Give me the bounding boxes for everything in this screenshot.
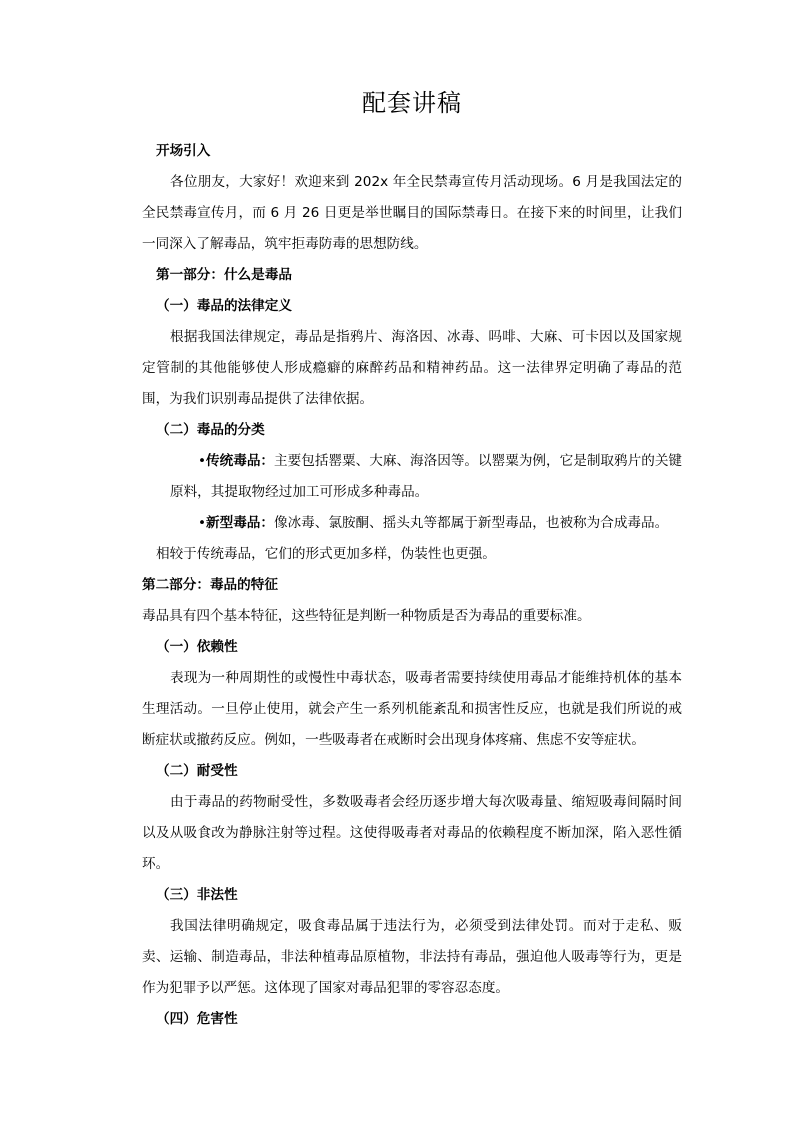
heading-section-1-1: （一）毒品的法律定义: [156, 298, 292, 314]
heading-section-2-4: （四）危害性: [156, 1011, 238, 1027]
list-item: [142, 508, 682, 539]
heading-section-2-3: （三）非法性: [156, 887, 238, 903]
bullet-dot-icon: •: [198, 453, 207, 469]
page-title: 配套讲稿: [362, 89, 462, 117]
document-body: [142, 86, 682, 1035]
heading-opening: 开场引入: [156, 143, 211, 159]
heading-section-2-2: （二）耐受性: [156, 763, 238, 779]
heading-section-2-1: （一）依赖性: [156, 639, 238, 655]
paragraph-section-1-1: 根据我国法律规定，毒品是指鸦片、海洛因、冰毒、吗啡、大麻、可卡因以及国家规定管制的其他能够使人形成瘾癖的麻醉药品和精神药品。这一法律界定明确了毒品的范围，为我们识别毒品提供了法律依据。: [142, 329, 682, 407]
list-item: [142, 446, 682, 508]
paragraph-part-two-intro: 毒品具有四个基本特征，这些特征是判断一种物质是否为毒品的重要标准。: [142, 608, 591, 624]
list-item-lead: 新型毒品：: [206, 515, 274, 531]
heading-part-one: 第一部分：什么是毒品: [156, 267, 292, 283]
list-item-lead: 传统毒品：: [206, 453, 275, 469]
bullet-dot-icon: •: [198, 515, 207, 531]
heading-section-1-2: （二）毒品的分类: [156, 422, 265, 438]
heading-part-two: 第二部分：毒品的特征: [142, 577, 278, 593]
paragraph-opening: 各位朋友，大家好！欢迎来到 202x 年全民禁毒宣传月活动现场。6 月是我国法定的全民禁毒宣传月，而 6 月 26 日更是举世瞩目的国际禁毒日。在接下来的时间里，让我们一同深入了解毒品，筑牢拒毒防毒的思想防线。: [142, 174, 682, 252]
paragraph-section-2-2: 由于毒品的药物耐受性，多数吸毒者会经历逐步增大每次吸毒量、缩短吸毒间隔时间以及从吸食改为静脉注射等过程。这使得吸毒者对毒品的依赖程度不断加深，陷入恶性循环。: [142, 794, 682, 872]
paragraph-section-2-3: 我国法律明确规定，吸食毒品属于违法行为，必须受到法律处罚。而对于走私、贩卖、运输、制造毒品，非法种植毒品原植物，非法持有毒品，强迫他人吸毒等行为，更是作为犯罪予以严惩。这体现了国家对毒品犯罪的零容忍态度。: [142, 918, 682, 996]
list-item-text: 主要包括罂粟、大麻、海洛因等。以罂粟为例，它是制取鸦片的关键原料，其提取物经过加工可形成多种毒品。: [170, 453, 683, 500]
paragraph-bullet-followup: 相较于传统毒品，它们的形式更加多样，伪装性也更强。: [156, 546, 496, 562]
list-item-text: 像冰毒、氯胺酮、摇头丸等都属于新型毒品，也被称为合成毒品。: [274, 515, 669, 531]
paragraph-section-2-1: 表现为一种周期性的或慢性中毒状态，吸毒者需要持续使用毒品才能维持机体的基本生理活动。一旦停止使用，就会产生一系列机能紊乱和损害性反应，也就是我们所说的戒断症状或撤药反应。例如，一些吸毒者在戒断时会出现身体疼痛、焦虑不安等症状。: [142, 670, 682, 748]
